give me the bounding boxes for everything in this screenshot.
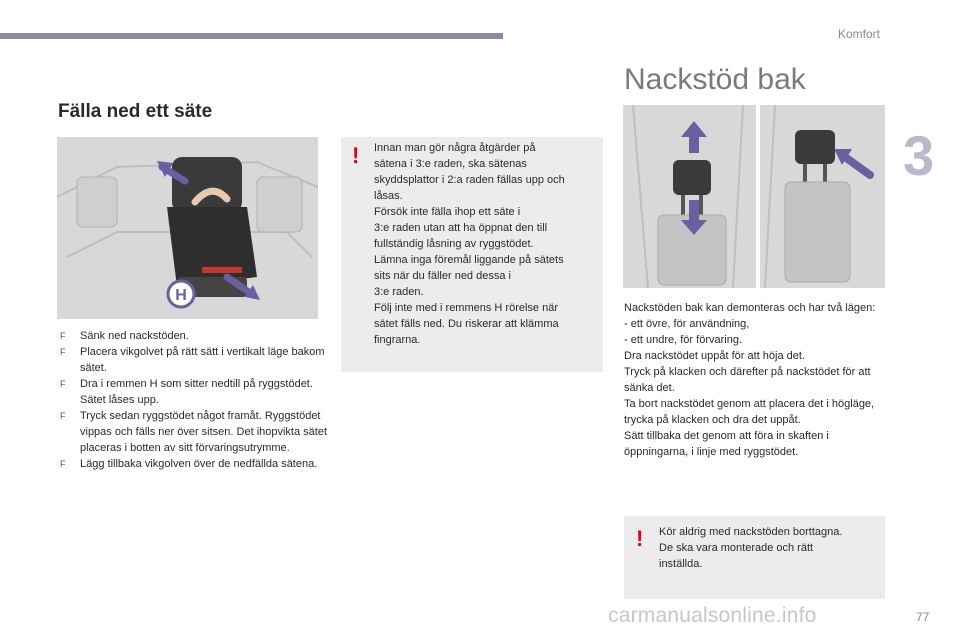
paragraph: Sätt tillbaka det genom att föra in skaften i öppningarna, i linje med ryggstödet. [624, 430, 829, 458]
rear-headrest-heading: Nackstöd bak [624, 63, 806, 96]
strap-h-label: H [175, 287, 187, 304]
paragraph: - ett övre, för användning, [624, 318, 750, 330]
headrest-release-illustration [760, 105, 885, 288]
list-item: F Sänk ned nackstöden. [60, 330, 189, 342]
warning-text: Innan man gör några åtgärder på sätena i 3:e raden, ska sätenas skyddsplattor i 2:a raden fällas upp och låsas. Försök inte fälla ihop ett säte i 3:e raden utan att ha öppnat den till fullständig låsning av ryggstödet. Lämna inga föremål liggande på sätets sits när du fäller ned dessa i 3:e raden. Följ inte med i remmens H rörelse när sätet fälls ned. Du riskerar att klämma fingrarna. [374, 142, 565, 346]
chapter-number: 3 [903, 124, 935, 187]
list-item: F Tryck sedan ryggstödet något framåt. Ryggstödet vippas och fälls ner över sitsen. Det ihopvikta sätet placeras i botten av sitt förvaringsutrymme. [60, 410, 328, 454]
bullet-icon: F [60, 347, 66, 357]
section-label: Komfort [838, 27, 881, 41]
watermark: carmanualsonline.info [608, 604, 817, 627]
bullet-icon: F [60, 331, 66, 341]
list-item: F Dra i remmen H som sitter nedtill på ryggstödet. Sätet låses upp. [60, 378, 313, 406]
list-item: F Lägg tillbaka vikgolven över de nedfällda sätena. [60, 458, 318, 470]
fold-seat-steps [60, 328, 328, 472]
paragraph: - ett undre, för förvaring. [624, 334, 742, 346]
fold-seat-heading: Fälla ned ett säte [58, 101, 213, 122]
warning-icon: ! [636, 526, 644, 551]
headrest-instructions [624, 300, 888, 460]
bullet-icon: F [60, 459, 66, 469]
bullet-icon: F [60, 411, 66, 421]
headrest-adjust-illustration [623, 105, 756, 288]
top-accent-bar [0, 33, 503, 39]
warning-text: Kör aldrig med nackstöden borttagna. De ska vara monterade och rätt inställda. [659, 526, 843, 570]
warning-box-headrest [624, 516, 885, 599]
list-item: F Placera vikgolvet på rätt sätt i vertikalt läge bakom sätet. [60, 346, 325, 374]
paragraph: Dra nackstödet uppåt för att höja det. [624, 350, 806, 362]
bullet-icon: F [60, 379, 66, 389]
paragraph: Tryck på klacken och därefter på nackstödet för att sänka det. [624, 366, 871, 394]
warning-icon: ! [352, 143, 360, 168]
paragraph: Nackstöden bak kan demonteras och har två lägen: [624, 302, 876, 314]
warning-box-seats [341, 137, 603, 372]
paragraph: Ta bort nackstödet genom att placera det i högläge, trycka på klacken och dra det uppåt. [624, 398, 875, 426]
fold-seat-illustration [57, 137, 318, 319]
page-number: 77 [916, 610, 930, 624]
